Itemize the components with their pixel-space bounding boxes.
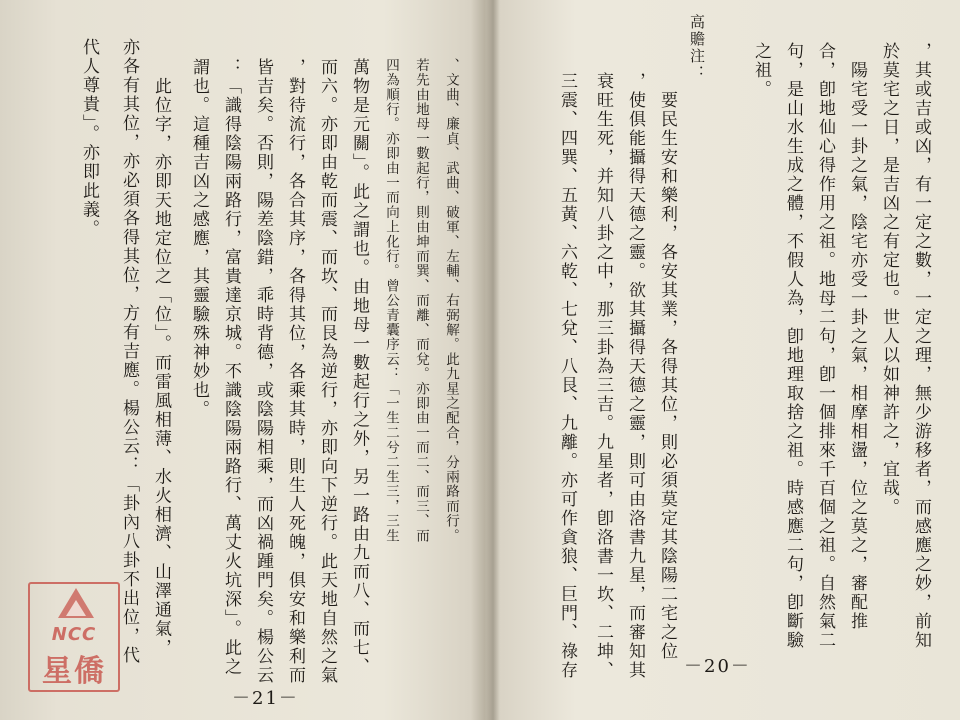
left-page-text-column: 亦各有其位，亦必須各得其位，方有吉應。楊公云：「卦內八卦不出位，代 (119, 38, 139, 665)
right-page-text-column: 合，卽地仙心得作用之祖。地母二句，卽一個排來千百個之祖。自然氣二 (815, 42, 835, 650)
stamp-ncc-text: NCC (51, 624, 97, 645)
right-page-text-column: 高贍注： (688, 14, 706, 82)
left-page-text-column: 四為順行。亦即由一而向上化行。曾公青囊序云：「一生二兮二生三，三生 (383, 58, 399, 544)
left-page-text-column: ：「識得陰陽兩路行，富貴達京城。不識陰陽兩路行、萬丈火坑深」。此之 (221, 58, 241, 677)
right-page-text-column: 句，是山水生成之體，不假人為，卽地理取捨之祖。時感應二句，卽斷驗 (783, 42, 803, 650)
left-page-text-column: 此位字，亦即天地定位之「位」。而雷風相薄、水火相濟、山澤通氣， (151, 58, 171, 658)
left-page-number: －21－ (232, 688, 299, 709)
right-page-text-column: 於莫宅之日，是吉凶之有定也。世人以如神許之，宜哉。 (879, 42, 899, 517)
right-page (496, 0, 960, 720)
right-page-text-column: ，其或吉或凶，有一定之數，一定之理，無少游移者，而感應之妙，前知 (911, 42, 931, 650)
left-page-text-column: 皆吉矣。否則，陽差陰錯，乖時背德，或陰陽相乘，而凶禍踵門矣。楊公云 (253, 58, 273, 685)
right-page-text-column: 衰旺生死，并知八卦之中，那三卦為三吉。九星者，卽洛書一坎、二坤、 (593, 72, 613, 680)
right-page-text-column: ，使俱能攝得天德之靈。欲其攝得天德之靈，則可由洛書九星，而審知其 (625, 72, 645, 680)
right-page-text-column: 陽宅受一卦之氣，陰宅亦受一卦之氣，相摩相盪，位之莫之，審配推 (847, 42, 867, 631)
stamp-brand-text: 星僑 (42, 654, 106, 689)
left-page-text-column: 若先由地母一數起行，則由坤而巽、而離、而兌。亦即由一而二、而三、而 (413, 58, 429, 544)
right-page-number: －20－ (684, 656, 751, 677)
left-page-text-column: 萬物是元關」。此之謂也。由地母一數起行之外，另一路由九而八、而七、 (349, 58, 369, 677)
right-page-text-column: 三震、四巽、五黃、六乾、七兌、八艮、九離。亦可作貪狼、巨門、祿存 (557, 72, 577, 680)
right-page-text-column: 要民生安和樂利，各安其業，各得其位，則必須莫定其陰陽二宅之位 (657, 72, 677, 661)
publisher-stamp-logo (28, 582, 120, 692)
left-page-text-column: 代人尊貴」。亦即此義。 (79, 38, 99, 239)
left-page-text-column: 、文曲、廉貞、武曲、破軍、左輔、右弼解。此九星之配合，分兩路而行。 (443, 58, 459, 544)
left-page-text-column: 謂也。這種吉凶之感應，其靈驗殊神妙也。 (189, 58, 209, 419)
left-page-text-column: 而六。亦即由乾而震、而坎、而艮為逆行，亦即向下逆行。此天地自然之氣 (317, 58, 337, 685)
right-page-text-column: 之祖。 (751, 42, 771, 99)
left-page-text-column: ，對待流行，各合其序，各得其位，各乘其時，則生人死魄，俱安和樂利而 (285, 58, 305, 685)
